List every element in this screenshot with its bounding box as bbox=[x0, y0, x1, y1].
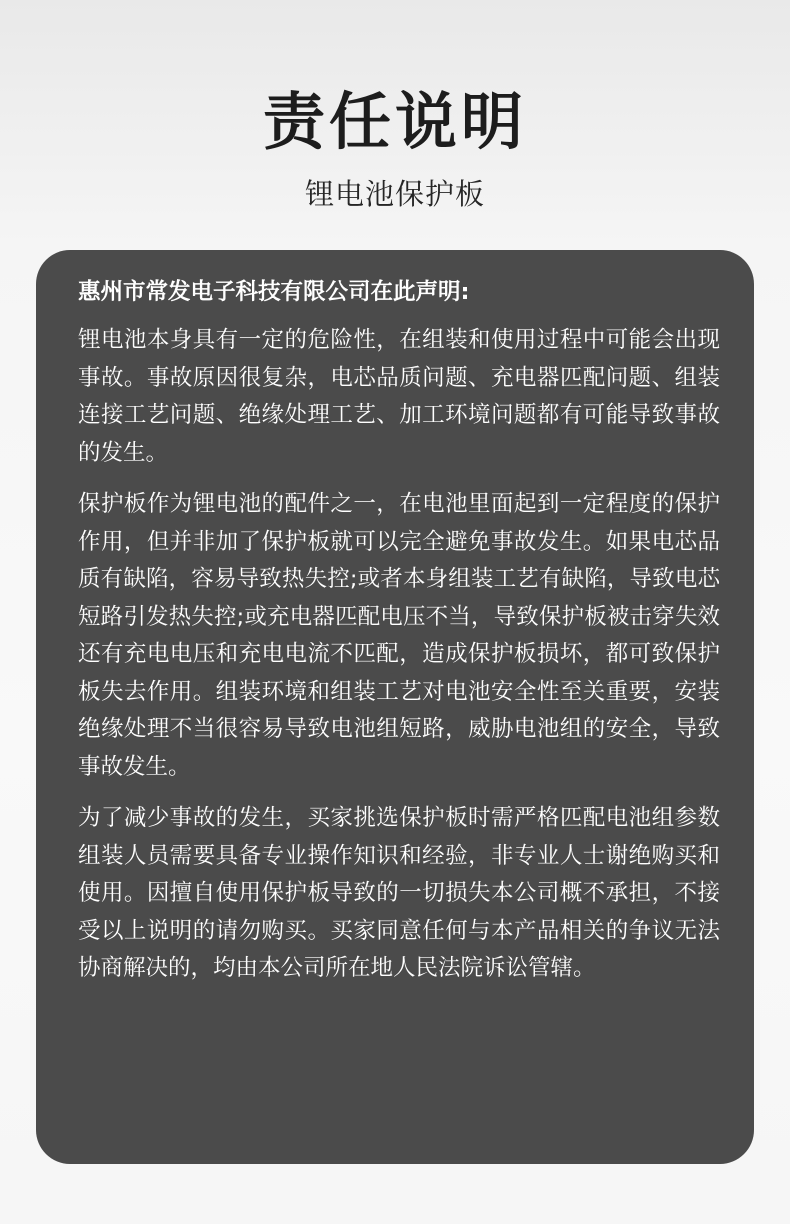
disclaimer-paragraph-3: 为了减少事故的发生，买家挑选保护板时需严格匹配电池组参数组装人员需要具备专业操作知识和经验，非专业人士谢绝购买和使用。因擅自使用保护板导致的一切损失本公司概不承担，不接受以上说明的请勿购买。买家同意任何与本产品相关的争议无法协商解决的，均由本公司所在地人民法院诉讼管辖。 bbox=[78, 805, 720, 981]
page-subtitle: 锂电池保护板 bbox=[304, 177, 485, 211]
page-header bbox=[0, 82, 790, 214]
page-title: 责任说明 bbox=[262, 85, 527, 158]
disclaimer-card bbox=[36, 250, 754, 1164]
disclaimer-paragraph-2: 保护板作为锂电池的配件之一，在电池里面起到一定程度的保护作用，但并非加了保护板就可以完全避免事故发生。如果电芯品质有缺陷，容易导致热失控;或者本身组装工艺有缺陷，导致电芯短路引发热失控;或充电器匹配电压不当，导致保护板被击穿失效还有充电电压和充电电流不匹配，造成保护板损坏，都可致保护板失去作用。组装环境和组装工艺对电池安全性至关重要，安装绝缘处理不当很容易导致电池组短路，威胁电池组的安全，导致事故发生。 bbox=[78, 491, 720, 780]
disclaimer-heading: 惠州市常发电子科技有限公司在此声明: bbox=[78, 279, 470, 305]
disclaimer-paragraph-1: 锂电池本身具有一定的危险性，在组装和使用过程中可能会出现事故。事故原因很复杂，电芯品质问题、充电器匹配问题、组装连接工艺问题、绝缘处理工艺、加工环境问题都有可能导致事故的发生。 bbox=[78, 327, 720, 466]
